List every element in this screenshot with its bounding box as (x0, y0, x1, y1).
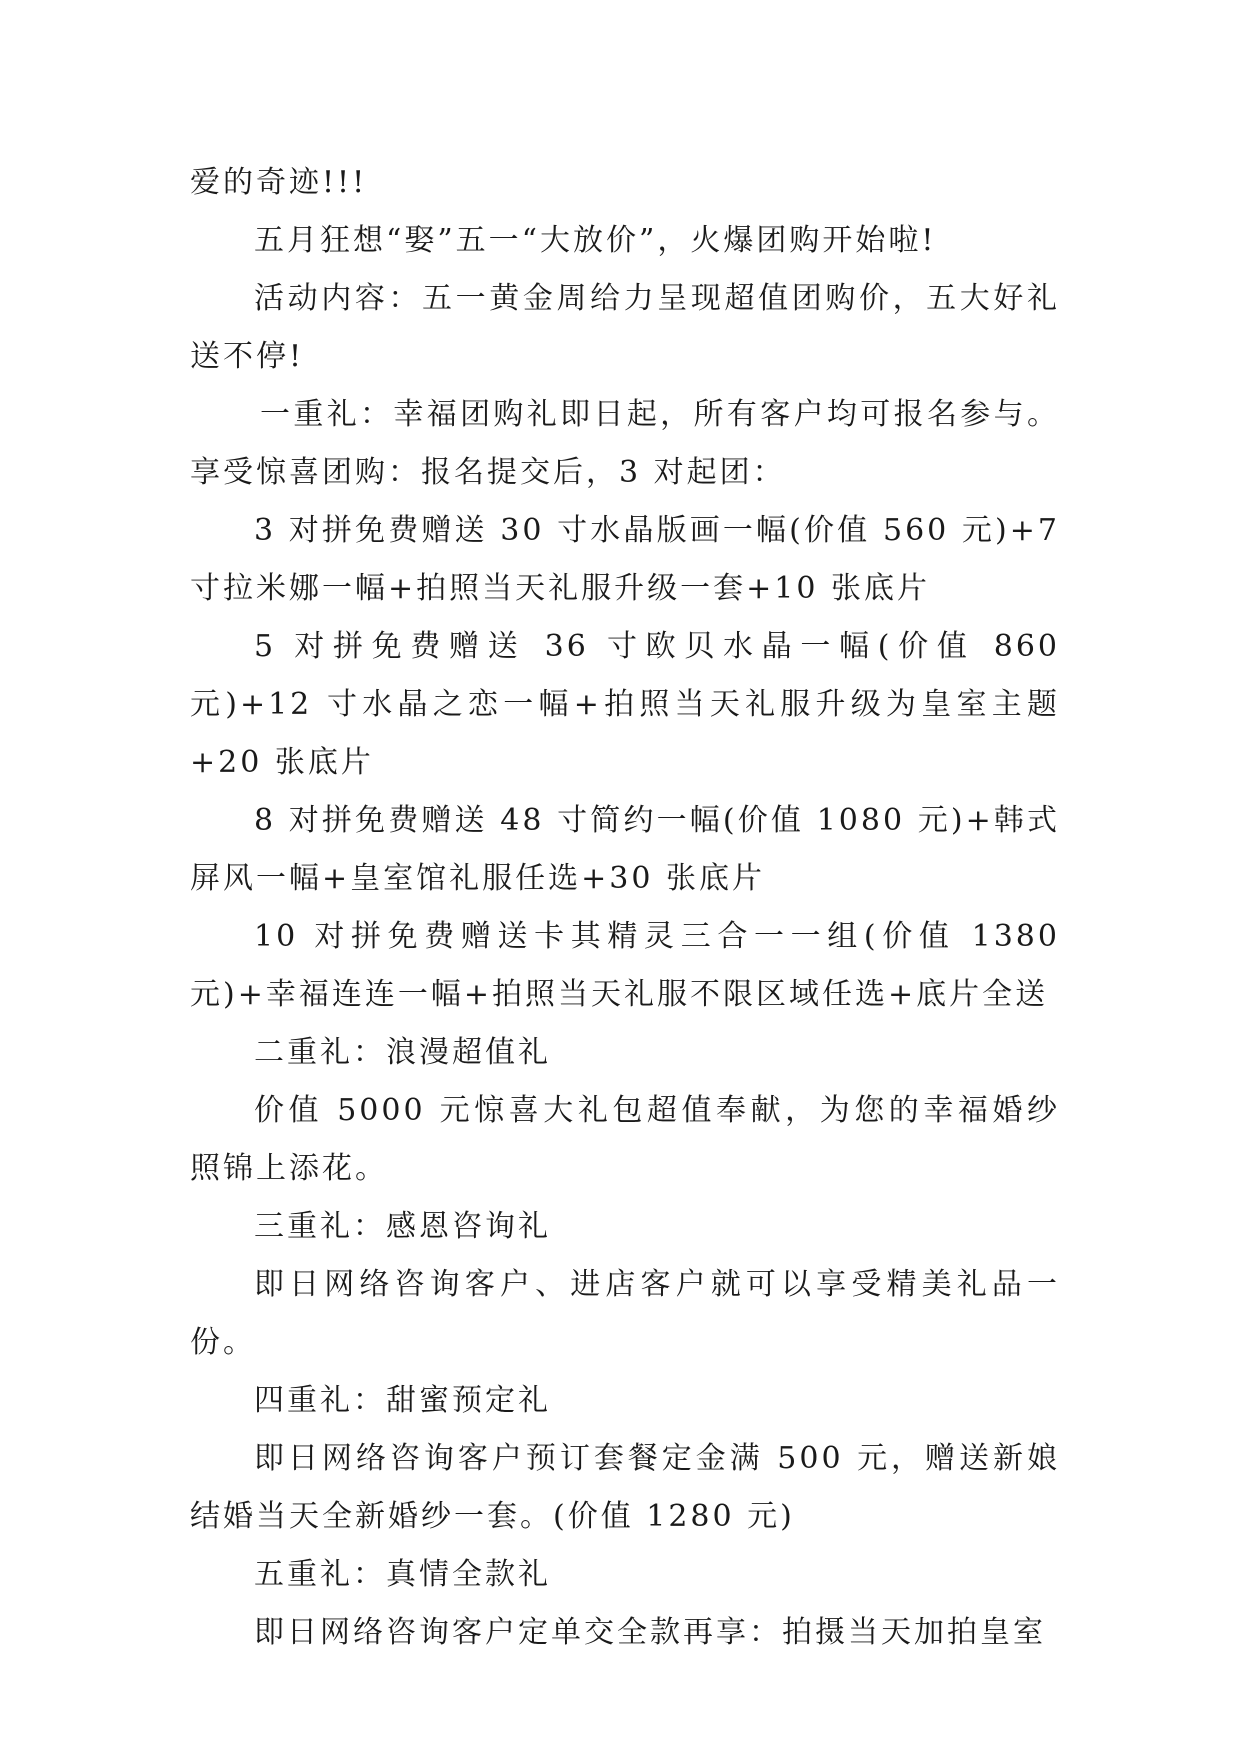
paragraph-tier-3-couples: 3 对拼免费赠送 30 寸水晶版画一幅(价值 560 元)+7 寸拉米娜一幅+拍照当天礼服升级一套+10 张底片 (190, 513, 1060, 606)
paragraph-gift-three-heading: 三重礼：感恩咨询礼 (254, 1209, 551, 1244)
paragraph-miracle-of-love: 爱的奇迹!!! (190, 165, 368, 200)
paragraph-activity-content: 活动内容：五一黄金周给力呈现超值团购价，五大好礼送不停! (190, 281, 1060, 374)
paragraph-gift-three-body: 即日网络咨询客户、进店客户就可以享受精美礼品一份。 (190, 1267, 1060, 1360)
paragraph-gift-one: 一重礼：幸福团购礼即日起，所有客户均可报名参与。享受惊喜团购：报名提交后，3 对起团： (190, 397, 1060, 490)
paragraph-gift-four-body: 即日网络咨询客户预订套餐定金满 500 元，赠送新娘结婚当天全新婚纱一套。(价值 1280 元) (190, 1441, 1060, 1534)
paragraph-tier-10-couples: 10 对拼免费赠送卡其精灵三合一一组(价值 1380 元)+幸福连连一幅+拍照当天礼服不限区域任选+底片全送 (190, 919, 1060, 1012)
paragraph-gift-two-body: 价值 5000 元惊喜大礼包超值奉献，为您的幸福婚纱照锦上添花。 (190, 1093, 1060, 1186)
paragraph-gift-two-heading: 二重礼：浪漫超值礼 (254, 1035, 551, 1070)
paragraph-gift-five-body: 即日网络咨询客户定单交全款再享：拍摄当天加拍皇室 (254, 1615, 1046, 1650)
document-body (190, 154, 1060, 1662)
paragraph-tier-8-couples: 8 对拼免费赠送 48 寸简约一幅(价值 1080 元)+韩式屏风一幅+皇室馆礼服任选+30 张底片 (190, 803, 1060, 896)
paragraph-gift-five-heading: 五重礼：真情全款礼 (254, 1557, 551, 1592)
paragraph-tier-5-couples: 5 对拼免费赠送 36 寸欧贝水晶一幅(价值 860 元)+12 寸水晶之恋一幅+拍照当天礼服升级为皇室主题+20 张底片 (190, 629, 1060, 780)
paragraph-gift-four-heading: 四重礼：甜蜜预定礼 (254, 1383, 551, 1418)
paragraph-headline: 五月狂想“娶”五一“大放价”，火爆团购开始啦! (254, 223, 937, 258)
